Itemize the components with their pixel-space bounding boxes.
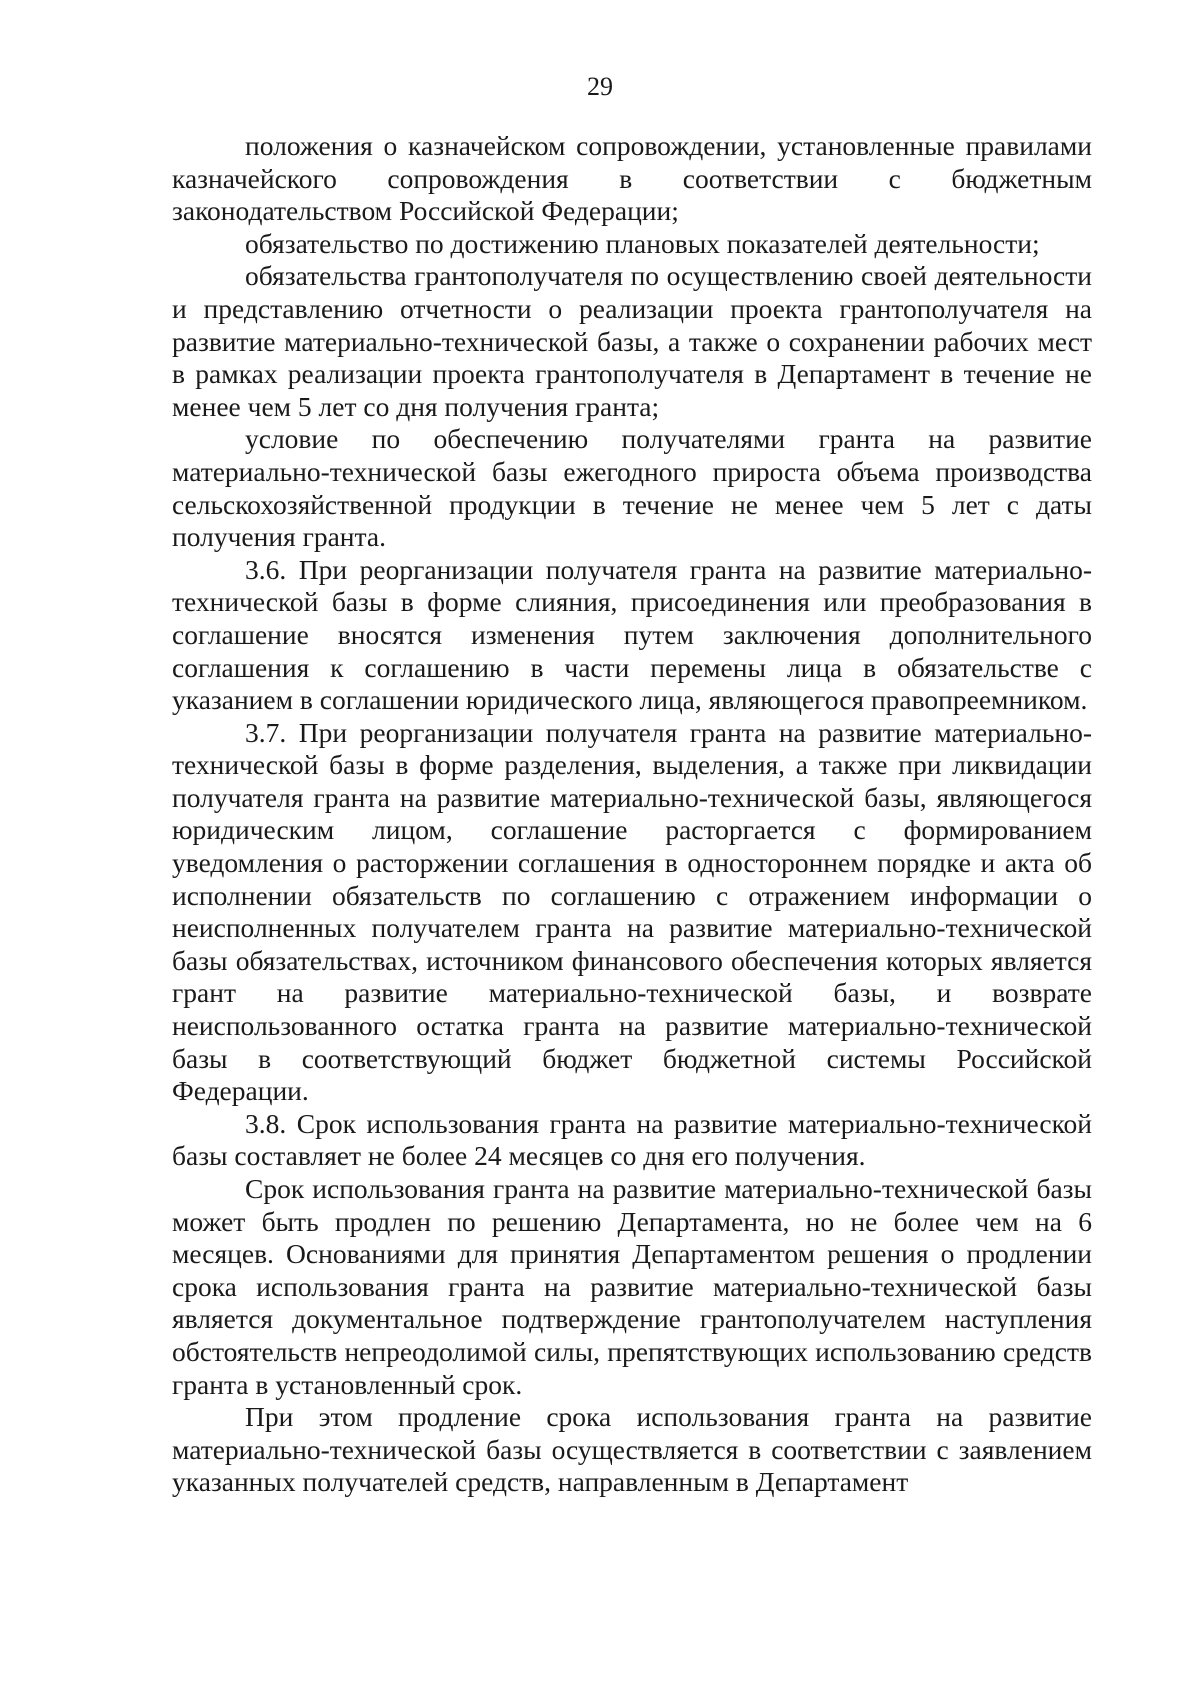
document-body: [172, 130, 1092, 1499]
paragraph-3-8-term: 3.8. Срок использования гранта на развитие материально-технической базы составляет не более 24 месяцев со дня его получения.: [172, 1107, 1092, 1172]
paragraph-production-growth: условие по обеспечению получателями гранта на развитие материально-технической базы ежегодного прироста объема производства сельскохозяйственной продукции в течение не менее чем 5 лет с даты получения гранта.: [172, 423, 1092, 553]
paragraph-extension-application: При этом продление срока использования гранта на развитие материально-технической базы осуществляется в соответствии с заявлением указанных получателей средств, направленным в Департамент: [172, 1401, 1092, 1498]
paragraph-3-6-reorganization: 3.6. При реорганизации получателя гранта на развитие материально-технической базы в форме слияния, присоединения или преобразования в соглашение вносятся изменения путем заключения дополнительного соглашения к соглашению в части перемены лица в обязательстве с указанием в соглашении юридического лица, являющегося правопреемником.: [172, 553, 1092, 716]
paragraph-grantee-obligations: обязательства грантополучателя по осуществлению своей деятельности и представлению отчетности о реализации проекта грантополучателя на развитие материально-технической базы, а также о сохранении рабочих мест в рамках реализации проекта грантополучателя в Департамент в течение не менее чем 5 лет со дня получения гранта;: [172, 260, 1092, 422]
page-number: 29: [587, 72, 613, 101]
paragraph-plan-indicators: обязательство по достижению плановых показателей деятельности;: [245, 227, 1040, 259]
paragraph-term-extension: Срок использования гранта на развитие материально-технической базы может быть продлен по решению Департамента, но не более чем на 6 месяцев. Основаниями для принятия Департаментом решения о продлении срока использования гранта на развитие материально-технической базы является документальное подтверждение грантополучателем наступления обстоятельств непреодолимой силы, препятствующих использованию средств гранта в установленный срок.: [172, 1173, 1092, 1400]
paragraph-3-7-liquidation: 3.7. При реорганизации получателя гранта на развитие материально-технической базы в форме разделения, выделения, а также при ликвидации получателя гранта на развитие материально-технической базы, являющегося юридическим лицом, соглашение расторгается с формированием уведомления о расторжении соглашения в одностороннем порядке и акта об исполнении обязательств по соглашению с отражением информации о неисполненных получателем гранта на развитие материально-технической базы обязательствах, источником финансового обеспечения которых является грант на развитие материально-технической базы, и возврате неиспользованного остатка гранта на развитие материально-технической базы в соответствующий бюджет бюджетной системы Российской Федерации.: [172, 716, 1092, 1107]
paragraph-treasury-support: положения о казначейском сопровождении, установленные правилами казначейского сопровождения в соответствии с бюджетным законодательством Российской Федерации;: [172, 130, 1092, 227]
